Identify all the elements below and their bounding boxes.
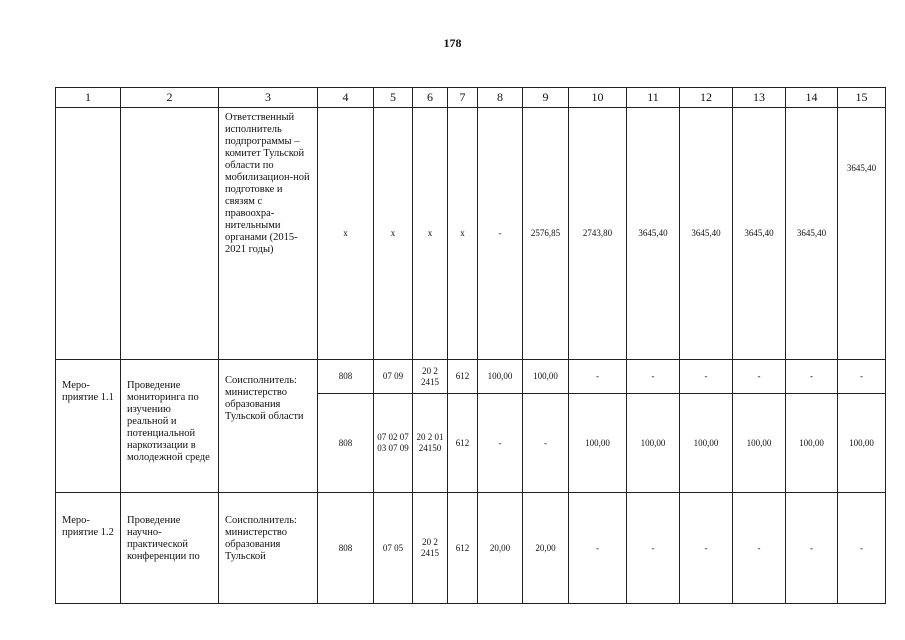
table-cell: 2576,85	[523, 108, 569, 360]
table-cell: 07 09	[374, 360, 413, 394]
table-cell: 07 05	[374, 493, 413, 604]
table-cell: -	[478, 394, 523, 493]
table-cell: 100,00	[478, 360, 523, 394]
table-cell: 20,00	[523, 493, 569, 604]
table-cell: 2743,80	[569, 108, 627, 360]
header-cell: 4	[318, 88, 374, 108]
table-cell: -	[627, 360, 680, 394]
table-cell: -	[838, 493, 886, 604]
table-cell: -	[523, 394, 569, 493]
header-cell: 9	[523, 88, 569, 108]
table-cell: -	[733, 360, 786, 394]
table-cell: 3645,40	[786, 108, 838, 360]
header-cell: 5	[374, 88, 413, 108]
table-cell: 100,00	[838, 394, 886, 493]
responsible-executor-cell: Ответственный исполнитель подпрограммы – комитет Тульской области по мобилизацион-ной подготовке и связям с правоохра-нительными органами (2015-2021 годы)	[219, 108, 318, 360]
table-cell: 3645,40	[680, 108, 733, 360]
table-cell: 100,00	[733, 394, 786, 493]
table-cell: 612	[448, 360, 478, 394]
page-number: 178	[443, 36, 462, 50]
header-cell: 3	[219, 88, 318, 108]
table-cell	[121, 108, 219, 360]
coexecutor-cell: Соисполнитель: министерство образования Тульской области	[219, 360, 318, 493]
table-cell: x	[413, 108, 448, 360]
table-cell: 07 02 07 03 07 09	[374, 394, 413, 493]
table-row-responsible	[56, 108, 886, 360]
header-cell: 2	[121, 88, 219, 108]
table-cell: -	[478, 108, 523, 360]
header-cell: 1	[56, 88, 121, 108]
header-cell: 10	[569, 88, 627, 108]
table-cell: 808	[318, 493, 374, 604]
header-cell: 14	[786, 88, 838, 108]
table-cell: -	[680, 360, 733, 394]
table-cell: x	[318, 108, 374, 360]
table-cell: 20 2 01 24150	[413, 394, 448, 493]
table-cell	[56, 108, 121, 360]
header-row	[56, 88, 886, 108]
table-cell: 100,00	[569, 394, 627, 493]
table-cell: -	[786, 360, 838, 394]
event-label-cell: Меро-приятие 1.2	[56, 493, 121, 604]
table-cell: 20,00	[478, 493, 523, 604]
table-cell: -	[569, 360, 627, 394]
event-label-cell: Меро-приятие 1.1	[56, 360, 121, 493]
table-cell: 3645,40	[627, 108, 680, 360]
table-cell: x	[448, 108, 478, 360]
table-cell: 808	[318, 394, 374, 493]
table-cell: -	[838, 360, 886, 394]
table-cell: 100,00	[680, 394, 733, 493]
table-cell: 100,00	[627, 394, 680, 493]
table-cell: x	[374, 108, 413, 360]
table-cell: 100,00	[786, 394, 838, 493]
header-cell: 8	[478, 88, 523, 108]
table-row-event-1-1-a	[56, 360, 886, 394]
table-row-event-1-2	[56, 493, 886, 604]
table-cell: -	[569, 493, 627, 604]
header-cell: 11	[627, 88, 680, 108]
header-cell: 15	[838, 88, 886, 108]
table-cell: 612	[448, 394, 478, 493]
table-cell: 3645,40	[838, 108, 886, 360]
table-cell: -	[680, 493, 733, 604]
header-cell: 12	[680, 88, 733, 108]
budget-table	[55, 87, 886, 604]
table-cell: -	[733, 493, 786, 604]
table-cell: 100,00	[523, 360, 569, 394]
event-description-cell: Проведение научно-практической конференции по	[121, 493, 219, 604]
table-cell: 3645,40	[733, 108, 786, 360]
table-cell: 20 2 2415	[413, 360, 448, 394]
header-cell: 13	[733, 88, 786, 108]
header-cell: 7	[448, 88, 478, 108]
table-cell: 808	[318, 360, 374, 394]
event-description-cell: Проведение мониторинга по изучению реальной и потенциальной наркотизации в молодежной среде	[121, 360, 219, 493]
table-cell: 612	[448, 493, 478, 604]
coexecutor-cell: Соисполнитель: министерство образования Тульской	[219, 493, 318, 604]
table-cell: -	[627, 493, 680, 604]
table-cell: -	[786, 493, 838, 604]
header-cell: 6	[413, 88, 448, 108]
table-cell: 20 2 2415	[413, 493, 448, 604]
